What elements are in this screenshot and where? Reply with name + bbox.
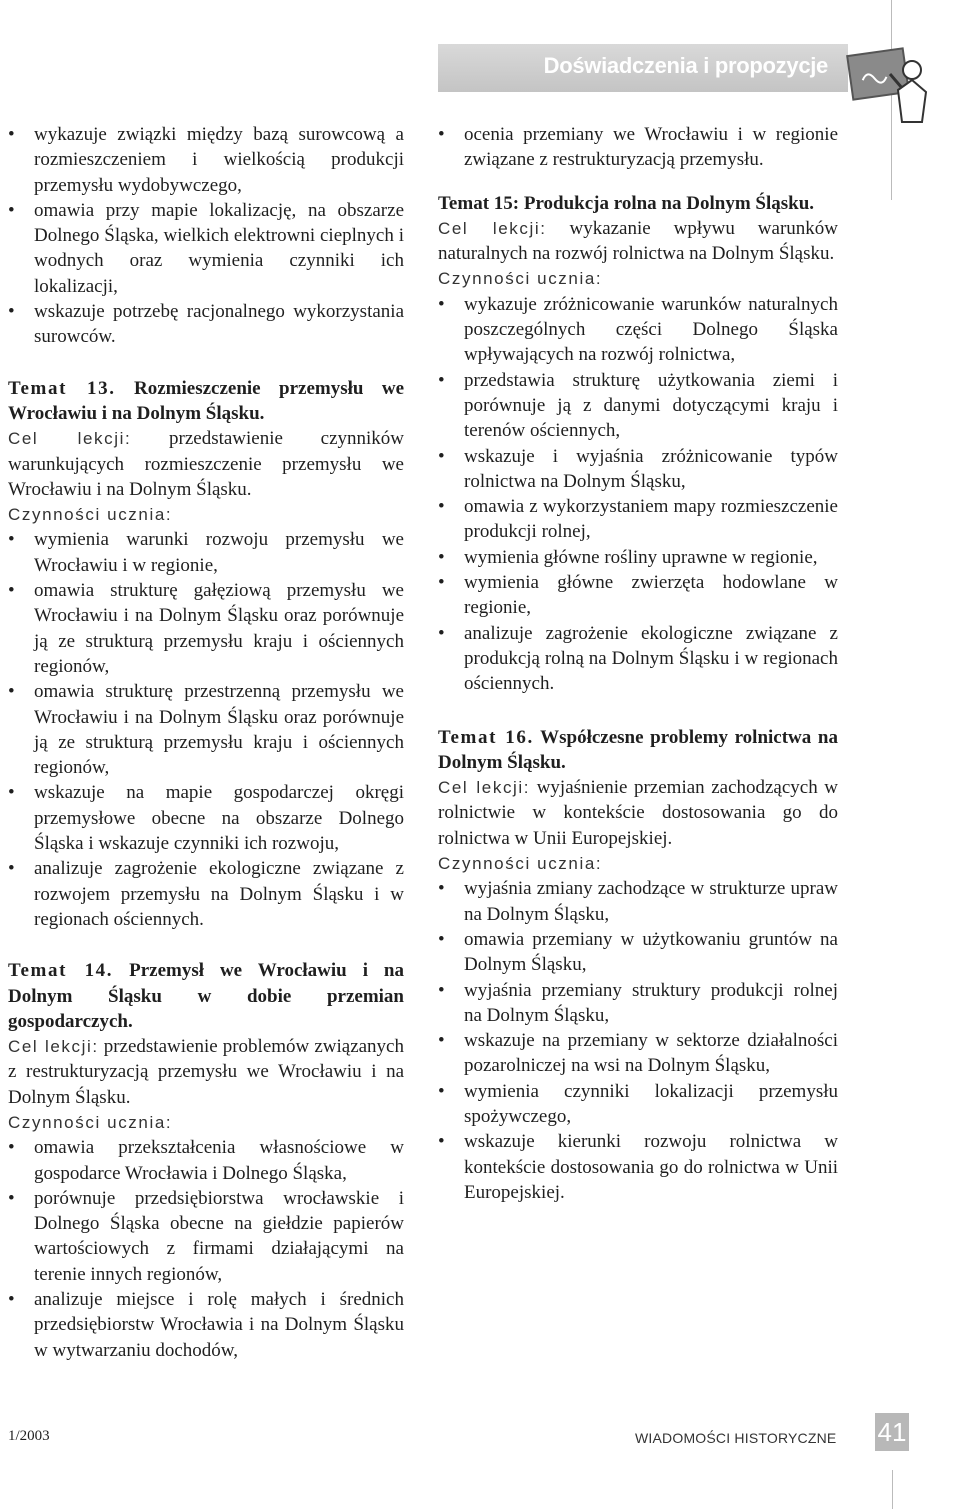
list-item: • wskazuje potrzebę racjonalnego wykorzystania surowców. <box>8 299 404 350</box>
list-item: • wymienia czynniki lokalizacji przemysłu spożywczego, <box>438 1079 838 1130</box>
bullet-list <box>438 292 838 697</box>
bullet-list <box>8 1135 404 1363</box>
topic-title: Rozmieszczenie przemysłu we Wrocławiu i na Dolnym Śląsku. <box>8 377 405 424</box>
list-item: • omawia przy mapie lokalizację, na obszarze Dolnego Śląska, wielkich elektrowni cieplnych i wodnych oraz wymienia czynniki ich lokalizacji, <box>8 198 404 299</box>
list-item: • przedstawia strukturę użytkowania ziemi i porównuje ją z danymi dotyczącymi kraju i terenów ościennych, <box>438 368 838 444</box>
list-item: • omawia przemiany w użytkowaniu gruntów na Dolnym Śląsku, <box>438 927 838 978</box>
journal-name: WIADOMOŚCI HISTORYCZNE <box>635 1430 837 1446</box>
topic-15-heading: Temat 15: Produkcja rolna na Dolnym Śląsku. <box>438 192 815 214</box>
left-column <box>8 122 404 1363</box>
topic-number: Temat 14. <box>8 960 114 982</box>
student-activities-label: Czynności ucznia: <box>438 854 603 874</box>
list-item: • wskazuje i wyjaśnia zróżnicowanie typów rolnictwa na Dolnym Śląsku, <box>438 444 838 495</box>
topic-14-heading <box>8 958 404 1034</box>
bullet-list <box>8 122 404 350</box>
list-item: • wyjaśnia przemiany struktury produkcji rolnej na Dolnym Śląsku, <box>438 978 838 1029</box>
topic-number: Temat 16. <box>438 726 534 748</box>
list-item: • omawia strukturę gałęziową przemysłu we Wrocławiu i na Dolnym Śląsku oraz porównuje ją ze strukturą przemysłu kraju i ościennych regionów, <box>8 578 404 679</box>
list-item: • ocenia przemiany we Wrocławiu i w regionie związane z restrukturyzacją przemysłu. <box>438 122 838 173</box>
topic-title: Przemysł we Wrocławiu i na Dolnym Śląsku w dobie przemian gospodarczych. <box>8 960 405 1032</box>
right-column <box>438 122 838 1205</box>
teacher-blackboard-icon <box>840 30 936 126</box>
lesson-goal-label: Cel lekcji: <box>8 1037 99 1057</box>
lesson-goal-label: Cel lekcji: <box>8 429 132 449</box>
topic-13-heading <box>8 376 404 427</box>
list-item: • porównuje przedsiębiorstwa wrocławskie i Dolnego Śląska obecne na giełdzie papierów wartościowych z firmami działającymi na terenie innych regionów, <box>8 1186 404 1287</box>
section-title: Doświadczenia i propozycje <box>543 53 828 78</box>
lesson-goal-text: przedstawienie czynników warunkujących rozmieszczenie przemysłu we Wrocławiu i na Dolnym Śląsku. <box>8 428 405 500</box>
lesson-goal-text: przedstawienie problemów związanych z restrukturyzacją przemysłu we Wrocławiu i na Dolnym Śląsku. <box>8 1036 404 1108</box>
lesson-goal <box>8 1034 404 1110</box>
list-item: • wykazuje związki między bazą surowcową a rozmieszczeniem i wielkością produkcji przemysłu wydobywczego, <box>8 122 404 198</box>
list-item: • wyjaśnia zmiany zachodzące w strukturze upraw na Dolnym Śląsku, <box>438 876 838 927</box>
list-item: • wymienia warunki rozwoju przemysłu we Wrocławiu i w regionie, <box>8 527 404 578</box>
student-activities-label: Czynności ucznia: <box>8 505 173 525</box>
lesson-goal <box>8 426 404 502</box>
topic-number: Temat 13. <box>8 377 116 399</box>
topic-title: Współczesne problemy rolnictwa na Dolnym Śląsku. <box>438 726 838 773</box>
lesson-goal <box>438 775 838 851</box>
bullet-list <box>438 122 838 173</box>
list-item: • wymienia główne rośliny uprawne w regionie, <box>438 545 838 570</box>
bullet-list <box>438 876 838 1205</box>
bullet-list <box>8 527 404 932</box>
list-item: • omawia z wykorzystaniem mapy rozmieszczenie produkcji rolnej, <box>438 494 838 545</box>
list-item: • analizuje zagrożenie ekologiczne związane z produkcją rolną na Dolnym Śląsku i w regionach ościennych. <box>438 621 838 697</box>
list-item: • omawia przekształcenia własnościowe w gospodarce Wrocławia i Dolnego Śląska, <box>8 1135 404 1186</box>
student-activities-label: Czynności ucznia: <box>8 1112 173 1132</box>
lesson-goal-label: Cel lekcji: <box>438 218 547 238</box>
list-item: • wskazuje na przemiany w sektorze działalności pozarolniczej na wsi na Dolnym Śląsku, <box>438 1028 838 1079</box>
list-item: • analizuje miejsce i rolę małych i średnich przedsiębiorstw Wrocławia i na Dolnym Śląsku w wytwarzaniu dochodów, <box>8 1287 404 1363</box>
lesson-goal-text: wykazanie wpływu warunków naturalnych na rozwój rolnictwa na Dolnym Śląsku. <box>438 217 838 265</box>
student-activities-label: Czynności ucznia: <box>438 269 603 289</box>
lesson-goal-text: wyjaśnienie przemian zachodzących w rolnictwie w kontekście dostosowania go do rolnictwa w Unii Europejskiej. <box>438 777 838 849</box>
topic-16-heading <box>438 725 838 776</box>
section-header-bar <box>438 44 848 92</box>
list-item: • wskazuje na mapie gospodarczej okręgi przemysłowe obecne na obszarze Dolnego Śląska i wskazuje czynniki ich rozwoju, <box>8 780 404 856</box>
issue-number: 1/2003 <box>8 1428 50 1444</box>
list-item: • omawia strukturę przestrzenną przemysłu we Wrocławiu i na Dolnym Śląsku oraz porównuje ją ze strukturą przemysłu kraju i ościennych regionów, <box>8 679 404 780</box>
page-number: 41 <box>875 1413 909 1451</box>
list-item: • wskazuje kierunki rozwoju rolnictwa w kontekście dostosowania go do rolnictwa w Unii Europejskiej. <box>438 1129 838 1205</box>
list-item: • wymienia główne zwierzęta hodowlane w regionie, <box>438 570 838 621</box>
vertical-rule-bottom <box>892 1470 893 1509</box>
lesson-goal <box>438 216 838 267</box>
list-item: • wykazuje zróżnicowanie warunków naturalnych poszczególnych części Dolnego Śląska wpływających na rozwój rolnictwa, <box>438 292 838 368</box>
list-item: • analizuje zagrożenie ekologiczne związane z rozwojem przemysłu na Dolnym Śląsku i w regionach ościennych. <box>8 856 404 932</box>
lesson-goal-label: Cel lekcji: <box>438 778 531 798</box>
